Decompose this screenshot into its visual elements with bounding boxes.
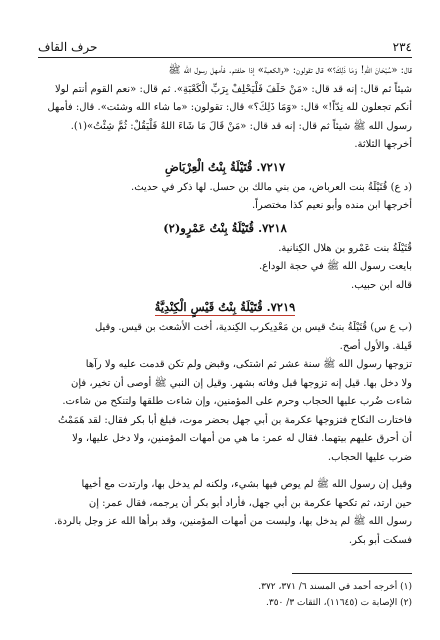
footnote-rule (292, 573, 412, 574)
text-line: تزوجها رسول الله ﷺ سنة عشر ثم اشتكى، وقبض ولم تكن قدمت عليه ولا رآها (85, 359, 412, 370)
header-rule (38, 57, 412, 58)
text-line: (د ع) قُتَيْلَةُ بنت العرباض، من بني مالك بن حسل. لها ذكر في حديث. (131, 181, 412, 193)
text-line: رسول الله ﷺ لم يدخل بها، وليست من أمهات المؤمنين، وقد برأها الله عز وجل بالردة. (54, 516, 412, 527)
text-line: فاختارت النكاح فتزوجها عكرمة بن أبي جهل بحضر موت، فبلغ أبا بكر فقال: لقد هَمَمْتُ (57, 414, 412, 426)
text-line: (ب ع س) قُتَيْلَةُ بنتُ قيس بن مَعْدِيكرب الكِندية، أخت الأشعث بن قيس. وقيل (94, 322, 412, 333)
text-line: ضرب عليها الحجاب. (327, 451, 412, 463)
text-line: حين ارتد، ثم تكحها عكرمة بن أبي جهل، فأراد أبو بكر أن يرجمه، فقال عمر: إن (88, 497, 412, 509)
footnote: (٢) الإصابة ت (١١٦٤٥)، الثقات ٣/ ٣٥٠. (266, 598, 412, 608)
text-line: فسكت أبو بكر. (348, 534, 412, 546)
text-line: أنكم تجعلون لله نِدّاً!» قال: «وَمَا ذَلِكَ؟» قال: تقولون: «ما شاء الله وشئت». قال: فأمهل (47, 102, 412, 113)
text-line: قَيلة. والأول أصح. (339, 340, 412, 352)
text-line: قال: «سُبْحَانَ اللهِ! وَمَا ذَلِكَ؟» قال تقولون: «والكعبة» إذا حلفتم. فأمهل رسول الله ﷺ (168, 65, 412, 76)
page-number: ٢٣٤ (392, 40, 412, 54)
chapter-title: حرف القاف (38, 40, 98, 54)
text-line: أخرجها ابن منده وأبو نعيم كذا مختصراً. (251, 200, 412, 211)
text-line: ولا دخل بها. قيل إنه تزوجها قبل وفاته بشهر. وقيل إن النبي ﷺ أوصى أن تخير، فإن (71, 377, 412, 389)
paragraph-gap (38, 467, 412, 476)
text-line: شيئاً ثم قال: إنه قد قال: «مَنْ حَلَفَ فَلْيَحْلِفْ بِرَبِّ الْكَعْبَةِ». ثم قال: «نعم القوم أنتم لولا (54, 83, 412, 95)
footnote: (١) أخرجه أحمد في المسند ٦/ ٣٧١، ٣٧٢. (258, 582, 412, 592)
entry-title-7219: ٧٢١٩. قُتَيْلَةُ بِنْتُ قَيْسٍ الْكِنْدِيَّةُ (154, 300, 296, 314)
text-line: وقيل إن رسول الله ﷺ لم يوص فيها بشيء، ولكنه لم يدخل بها، وارتدت مع أخيها (81, 479, 412, 490)
text-line: رسول الله ﷺ شيئاً ثم قال: إنه قد قال: «مَنْ قَالَ مَا شَاءَ اللهُ فَلْيَقُلْ: ثُمَّ شِئْتُ»(١). (70, 120, 412, 132)
page-body (38, 62, 412, 550)
text-line: قاله ابن حبيب. (351, 279, 412, 291)
text-line: قُتَيْلَةُ بنت عَمْرو بن هلال الكِنانية. (278, 242, 412, 254)
entry-title-7217: ٧٢١٧. قُتَيْلَةُ بِنْتُ الْعِرْبَاضِ (164, 159, 286, 174)
entry-title-7218: ٧٢١٨. قُتَيْلَةُ بِنْتُ عَمْرٍو(٢) (163, 220, 287, 235)
footnotes (38, 579, 412, 611)
text-line: أخرجها الثلاثة. (354, 139, 412, 150)
text-line: أن أحرق عليهم بيتهما. فقال له عمر: ما هي من أمهات المؤمنين، ولا دخل عليها، ولا (72, 433, 412, 444)
running-header (38, 34, 412, 54)
text-line: بايعت رسول الله ﷺ في حجة الوداع. (258, 261, 412, 272)
text-line: شاءت ضُرب عليها الحجاب وحرم على المؤمنين، وإن شاءت طلقها ولتنكح من شاءت. (62, 396, 412, 407)
